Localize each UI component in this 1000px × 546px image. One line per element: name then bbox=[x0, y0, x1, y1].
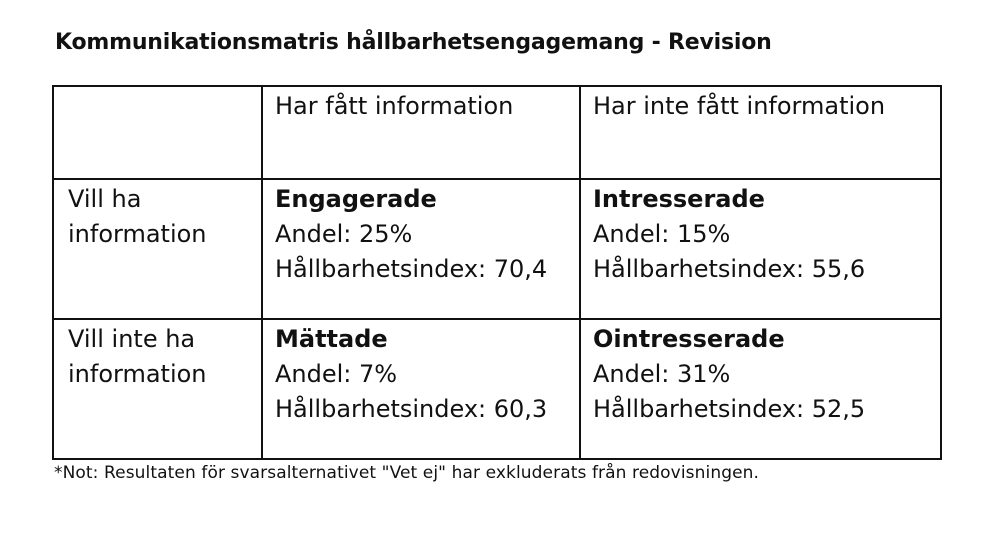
segment-cell-engaged bbox=[262, 179, 580, 319]
page-title: Kommunikationsmatris hållbarhetsengagemang - Revision bbox=[55, 30, 772, 55]
segment-cell-interested bbox=[580, 179, 941, 319]
segment-index: Hållbarhetsindex: 52,5 bbox=[593, 395, 866, 423]
segment-share: Andel: 7% bbox=[275, 360, 398, 388]
column-header-label: Har fått information bbox=[275, 92, 514, 120]
column-header-received bbox=[262, 86, 580, 179]
segment-cell-uninterested bbox=[580, 319, 941, 459]
segment-name: Ointresserade bbox=[593, 325, 785, 353]
communication-matrix bbox=[52, 85, 942, 460]
segment-index: Hållbarhetsindex: 60,3 bbox=[275, 395, 548, 423]
segment-share: Andel: 31% bbox=[593, 360, 731, 388]
column-header-not-received bbox=[580, 86, 941, 179]
segment-index: Hållbarhetsindex: 70,4 bbox=[275, 255, 548, 283]
corner-cell bbox=[53, 86, 262, 179]
segment-name: Engagerade bbox=[275, 185, 437, 213]
column-header-label: Har inte fått information bbox=[593, 92, 886, 120]
row-label-text: Vill inte ha information bbox=[68, 325, 207, 388]
row-label-want-info bbox=[53, 179, 262, 319]
segment-name: Mättade bbox=[275, 325, 388, 353]
segment-share: Andel: 25% bbox=[275, 220, 413, 248]
segment-name: Intresserade bbox=[593, 185, 765, 213]
footnote: *Not: Resultaten för svarsalternativet "Vet ej" har exkluderats från redovisningen. bbox=[54, 463, 760, 483]
segment-cell-saturated bbox=[262, 319, 580, 459]
matrix-row-not-want-info bbox=[53, 319, 941, 459]
row-label-not-want-info bbox=[53, 319, 262, 459]
row-label-text: Vill ha information bbox=[68, 185, 207, 248]
matrix-row-want-info bbox=[53, 179, 941, 319]
segment-index: Hållbarhetsindex: 55,6 bbox=[593, 255, 866, 283]
header-row bbox=[53, 86, 941, 179]
segment-share: Andel: 15% bbox=[593, 220, 731, 248]
